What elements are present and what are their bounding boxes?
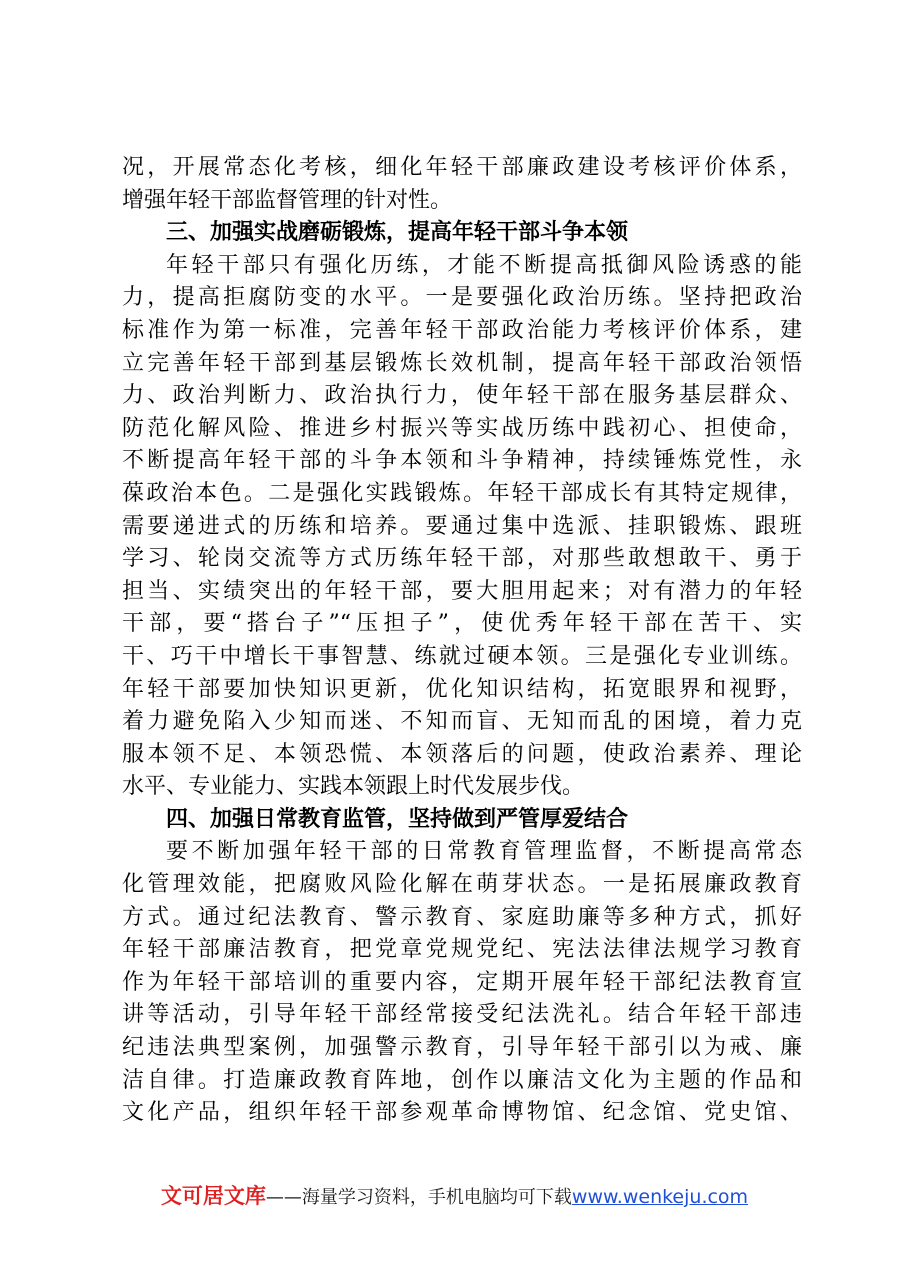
paragraph-line: 讲等活动，引导年轻干部经常接受纪法洗礼。结合年轻干部违	[122, 1002, 802, 1028]
paragraph-line: 不断提高年轻干部的斗争本领和斗争精神，持续锤炼党性，永	[122, 448, 802, 474]
paragraph-line: 力，提高拒腐防变的水平。一是要强化政治历练。坚持把政治	[122, 285, 802, 311]
footer-brand: 文可居文库	[160, 1184, 266, 1208]
paragraph-line: 标准作为第一标准，完善年轻干部政治能力考核评价体系，建	[122, 317, 802, 343]
paragraph-line: 方式。通过纪法教育、警示教育、家庭助廉等多种方式，抓好	[122, 904, 802, 930]
paragraph-line: 着力避免陷入少知而迷、不知而盲、无知而乱的困境，着力克	[122, 709, 802, 735]
paragraph-line: 化管理效能，把腐败风险化解在萌芽状态。一是拓展廉政教育	[122, 872, 802, 898]
paragraph-line: 要不断加强年轻干部的日常教育管理监督，不断提高常态	[166, 839, 802, 865]
paragraph-line: 学习、轮岗交流等方式历练年轻干部，对那些敢想敢干、勇于	[122, 546, 802, 572]
paragraph-line: 年轻干部廉洁教育，把党章党规党纪、宪法法律法规学习教育	[122, 937, 802, 963]
footer-slogan: ——海量学习资料，手机电脑均可下载	[265, 1187, 572, 1208]
section-heading: 三、加强实战磨砺锻炼，提高年轻干部斗争本领	[166, 220, 629, 246]
paragraph-line: 况，开展常态化考核，细化年轻干部廉政建设考核评价体系，	[122, 155, 802, 180]
paragraph-line: 干、巧干中增长干事智慧、练就过硬本领。三是强化专业训练。	[122, 643, 802, 669]
footer-banner	[0, 1180, 909, 1210]
paragraph-line: 洁自律。打造廉政教育阵地，创作以廉洁文化为主题的作品和	[122, 1067, 802, 1093]
document-body	[122, 152, 802, 1130]
paragraph-line: 增强年轻干部监督管理的针对性。	[122, 187, 453, 213]
paragraph-line: 立完善年轻干部到基层锻炼长效机制，提高年轻干部政治领悟	[122, 350, 802, 376]
paragraph-line: 作为年轻干部培训的重要内容，定期开展年轻干部纪法教育宣	[122, 969, 802, 995]
paragraph-line: 年轻干部要加快知识更新，优化知识结构，拓宽眼界和视野，	[122, 676, 802, 702]
section-heading: 四、加强日常教育监管，坚持做到严管厚爱结合	[166, 806, 629, 832]
paragraph-line: 葆政治本色。二是强化实践锻炼。年轻干部成长有其特定规律，	[122, 480, 802, 506]
paragraph-line: 防范化解风险、推进乡村振兴等实战历练中践初心、担使命，	[122, 415, 802, 441]
paragraph-line: 干部，要“搭台子”“压担子”，使优秀年轻干部在苦干、实	[122, 611, 802, 637]
footer-link[interactable]: www.wenkeju.com	[571, 1186, 749, 1208]
paragraph-line: 水平、专业能力、实践本领跟上时代发展步伐。	[122, 774, 585, 800]
paragraph-line: 年轻干部只有强化历练，才能不断提高抵御风险诱惑的能	[166, 252, 802, 278]
paragraph-line: 文化产品，组织年轻干部参观革命博物馆、纪念馆、党史馆、	[122, 1100, 802, 1126]
paragraph-line: 担当、实绩突出的年轻干部，要大胆用起来；对有潜力的年轻	[122, 578, 802, 604]
paragraph-line: 纪违法典型案例，加强警示教育，引导年轻干部引以为戒、廉	[122, 1035, 802, 1061]
paragraph-line: 服本领不足、本领恐慌、本领落后的问题，使政治素养、理论	[122, 741, 802, 767]
paragraph-line: 需要递进式的历练和培养。要通过集中选派、挂职锻炼、跟班	[122, 513, 802, 539]
paragraph-line: 力、政治判断力、政治执行力，使年轻干部在服务基层群众、	[122, 383, 802, 409]
